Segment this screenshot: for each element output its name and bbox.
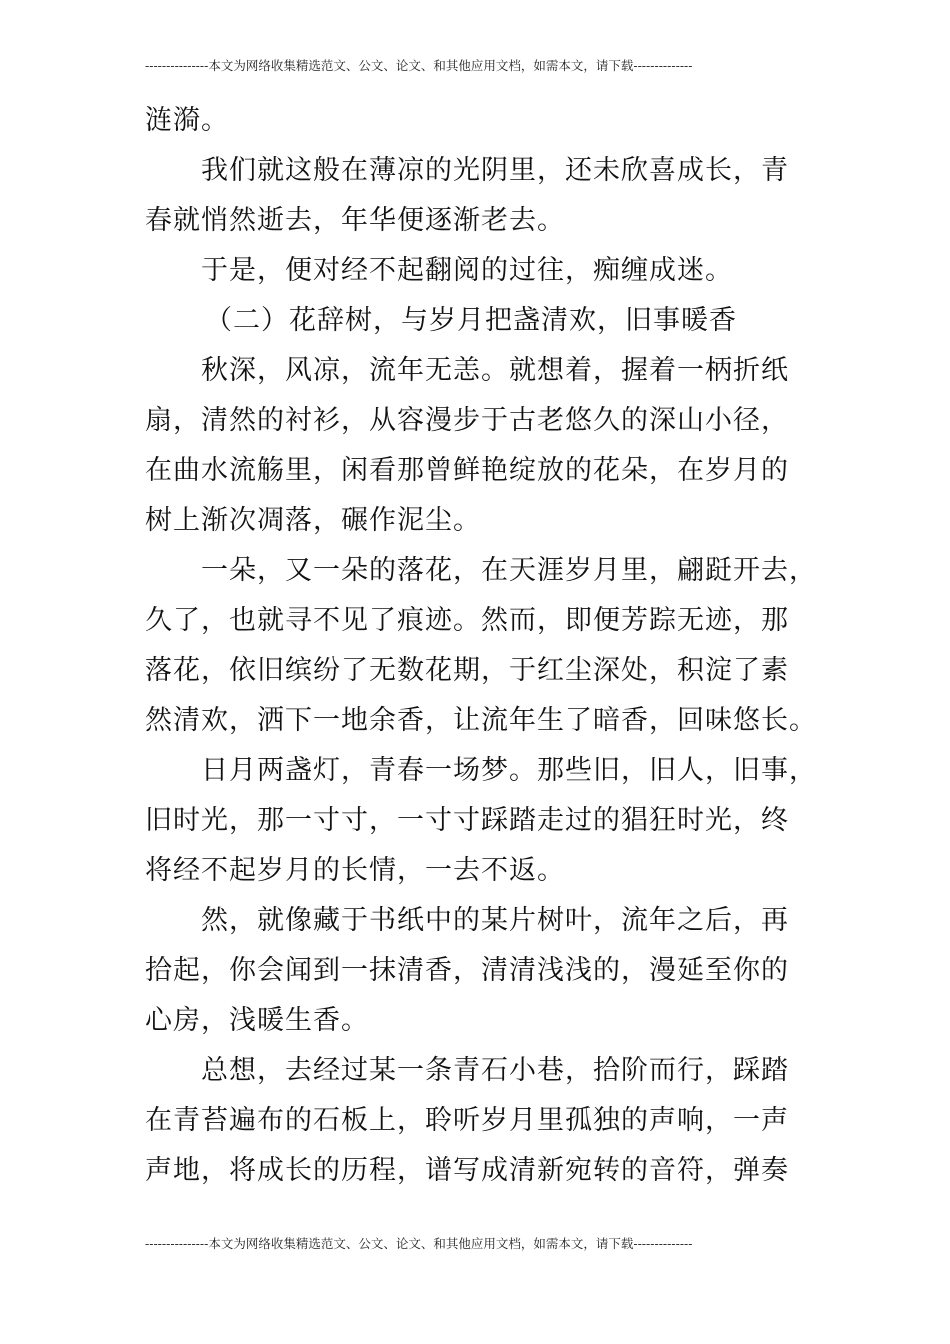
text-line: 心房，浅暖生香。 xyxy=(145,1005,369,1036)
text-line: 秋深，风凉，流年无恙。就想着，握着一柄折纸 xyxy=(201,355,789,386)
paragraph-continuation xyxy=(145,96,810,146)
text-line: 声地，将成长的历程，谱写成清新宛转的音符，弹奏 xyxy=(145,1155,789,1186)
text-line: 春就悄然逝去，年华便逐渐老去。 xyxy=(145,205,565,236)
text-line: 在曲水流觞里，闲看那曾鲜艳绽放的花朵，在岁月的 xyxy=(145,455,789,486)
text-line: 久了，也就寻不见了痕迹。然而，即便芳踪无迹，那 xyxy=(145,605,789,636)
text-line: 旧时光，那一寸寸，一寸寸踩踏走过的猖狂时光，终 xyxy=(145,805,789,836)
paragraph xyxy=(145,746,817,896)
page-footer: ---------------本文为网络收集精选范文、公文、论文、和其他应用文档，如需本文，请下载-------------- xyxy=(145,1236,693,1251)
text-line: 我们就这般在薄凉的光阴里，还未欣喜成长，青 xyxy=(201,155,789,186)
page-header: ---------------本文为网络收集精选范文、公文、论文、和其他应用文档，如需本文，请下载-------------- xyxy=(145,58,693,73)
paragraph xyxy=(145,246,810,296)
text-line: 一朵，又一朵的落花，在天涯岁月里，翩跹开去， xyxy=(201,555,817,586)
text-line: 在青苔遍布的石板上，聆听岁月里孤独的声响，一声 xyxy=(145,1105,789,1136)
paragraph xyxy=(145,346,810,546)
paragraph xyxy=(145,1046,810,1196)
text-line: 于是，便对经不起翻阅的过往，痴缠成迷。 xyxy=(201,255,733,286)
section-heading xyxy=(145,296,810,346)
text-line: 然，就像藏于书纸中的某片树叶，流年之后，再 xyxy=(201,905,789,936)
text-line: 将经不起岁月的长情，一去不返。 xyxy=(145,855,565,886)
text-line: 日月两盏灯，青春一场梦。那些旧，旧人，旧事， xyxy=(201,755,817,786)
text-line: （二）花辞树，与岁月把盏清欢，旧事暖香 xyxy=(205,305,737,336)
paragraph xyxy=(145,546,817,746)
paragraph xyxy=(145,146,810,246)
text-line: 涟漪。 xyxy=(145,105,229,136)
text-line: 树上渐次凋落，碾作泥尘。 xyxy=(145,505,481,536)
text-line: 扇，清然的衬衫，从容漫步于古老悠久的深山小径， xyxy=(145,405,789,436)
paragraph xyxy=(145,896,810,1046)
text-line: 总想，去经过某一条青石小巷，拾阶而行，踩踏 xyxy=(201,1055,789,1086)
text-line: 拾起，你会闻到一抹清香，清清浅浅的，漫延至你的 xyxy=(145,955,789,986)
text-line: 落花，依旧缤纷了无数花期，于红尘深处，积淀了素 xyxy=(145,655,789,686)
text-line: 然清欢，洒下一地余香，让流年生了暗香，回味悠长。 xyxy=(145,705,817,736)
document-body xyxy=(145,96,817,1196)
